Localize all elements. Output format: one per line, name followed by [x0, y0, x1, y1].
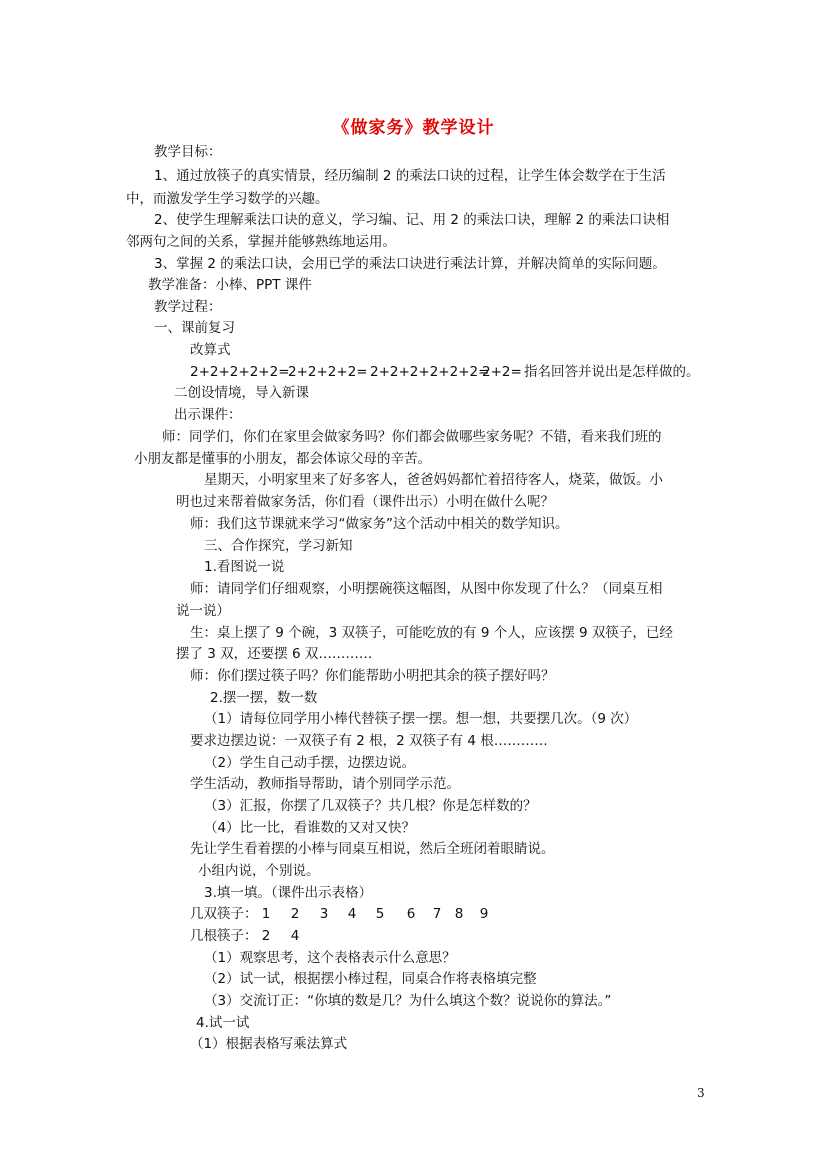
table-value: 8: [454, 906, 464, 922]
table-row-sticks: [190, 926, 311, 946]
formula-note: 指名回答并说出是怎样做的。: [524, 364, 700, 380]
step-2-activity: 学生活动，教师指导帮助，请个别同学示范。: [190, 776, 460, 792]
teacher-line-3a: 师：请同学们仔细观察，小明摆碗筷这幅图，从图中你发现了什么？（同桌互相: [190, 581, 663, 597]
objective-3: 3、掌握 2 的乘法口诀，会用已学的乘法口诀进行乘法计算，并解决简单的实际问题。: [154, 256, 666, 272]
formula-2: 2+2+2+2=: [288, 364, 368, 380]
step-4-item-1: （1）根据表格写乘法算式: [190, 1036, 348, 1052]
table-value: 7: [432, 906, 442, 922]
story-line-2: 明也过来帮着做家务活，你们看（课件出示）小明在做什么呢？: [176, 494, 554, 510]
teacher-line-4: 师：你们摆过筷子吗？你们能帮助小明把其余的筷子摆好吗？: [190, 668, 555, 684]
step-2-heading: 2.摆一摆，数一数: [210, 690, 318, 706]
table-row-pairs-values: [262, 906, 500, 922]
teaching-preparation: 教学准备：小棒、PPT 课件: [148, 277, 312, 293]
objective-2-line-2: 邻两句之间的关系，掌握并能够熟练地运用。: [126, 234, 396, 250]
step-1-heading: 1.看图说一说: [204, 559, 285, 575]
table-value: 4: [347, 906, 357, 922]
formula-1: 2+2+2+2+2=: [190, 364, 290, 380]
student-line-1a: 生：桌上摆了 9 个碗，3 双筷子，可能吃放的有 9 个人，应该摆 9 双筷子，已经: [190, 625, 673, 641]
table-value: 6: [406, 906, 416, 922]
rewrite-heading: 改算式: [190, 342, 231, 358]
step-2-group: 小组内说，个别说。: [198, 863, 320, 879]
objective-1-line-2: 中，而激发学生学习数学的兴趣。: [126, 191, 329, 207]
show-courseware: 出示课件：: [174, 407, 242, 423]
document-title: 《做家务》教学设计: [332, 118, 495, 138]
table-value: 3: [319, 906, 329, 922]
step-3-heading: 3.填一填。（课件出示表格）: [204, 885, 373, 901]
objective-1-line-1: 1、通过放筷子的真实情景，经历编制 2 的乘法口诀的过程，让学生体会数学在于生活: [154, 168, 666, 184]
section-1-heading: 一、课前复习: [154, 320, 235, 336]
section-3-heading: 三、合作探究，学习新知: [204, 538, 353, 554]
table-value: 2: [261, 928, 271, 944]
step-2-item-3: （3）汇报，你摆了几双筷子？共几根？你是怎样数的？: [204, 798, 537, 814]
step-3-item-1: （1）观察思考，这个表格表示什么意思？: [204, 950, 456, 966]
formula-3: 2+2+2+2+2+2=: [370, 364, 490, 380]
table-value: 5: [375, 906, 385, 922]
step-2-item-4: （4）比一比，看谁数的又对又快？: [204, 820, 416, 836]
student-line-1b: 摆了 3 双，还要摆 6 双…………: [176, 646, 373, 662]
story-line-1: 星期天，小明家里来了好多客人，爸爸妈妈都忙着招待客人，烧菜，做饭。小: [204, 472, 663, 488]
step-3-item-3: （3）交流订正：“你填的数是几？为什么填这个数？说说你的算法。”: [204, 993, 612, 1009]
table-row-pairs-label: 几双筷子：: [190, 906, 258, 922]
table-row-sticks-label: 几根筷子：: [190, 928, 258, 944]
teacher-line-1a: 师：同学们，你们在家里会做家务吗？你们都会做哪些家务呢？不错，看来我们班的: [162, 429, 662, 445]
teacher-line-2: 师：我们这节课就来学习“做家务”这个活动中相关的数学知识。: [190, 516, 569, 532]
table-value: 9: [479, 906, 489, 922]
formula-row: [190, 362, 700, 382]
objective-2-line-1: 2、使学生理解乘法口诀的意义，学习编、记、用 2 的乘法口诀，理解 2 的乘法口诀相: [154, 212, 670, 228]
table-value: 4: [290, 928, 300, 944]
table-value: 2: [290, 906, 300, 922]
step-2-item-2: （2）学生自己动手摆，边摆边说。: [204, 755, 416, 771]
table-row-sticks-values: [262, 928, 311, 944]
teacher-line-3b: 说一说）: [176, 603, 230, 619]
process-heading: 教学过程：: [154, 299, 222, 315]
step-2-requirement: 要求边摆边说：一双筷子有 2 根，2 双筷子有 4 根…………: [190, 733, 548, 749]
step-3-item-2: （2）试一试，根据摆小棒过程，同桌合作将表格填完整: [204, 971, 537, 987]
objectives-heading: 教学目标：: [154, 144, 222, 160]
table-value: 1: [261, 906, 271, 922]
step-2-item-1: （1）请每位同学用小棒代替筷子摆一摆。想一想，共要摆几次。（9 次）: [204, 711, 638, 727]
section-2-heading: 二创设情境，导入新课: [174, 385, 309, 401]
page-number: 3: [697, 1086, 705, 1100]
step-4-heading: 4.试一试: [196, 1015, 250, 1031]
formula-4: 2+2=: [482, 364, 522, 380]
table-row-pairs: [190, 904, 500, 924]
step-2-peer: 先让学生看着摆的小棒与同桌互相说，然后全班闭着眼睛说。: [190, 841, 555, 857]
teacher-line-1b: 小朋友都是懂事的小朋友，都会体谅父母的辛苦。: [134, 451, 431, 467]
